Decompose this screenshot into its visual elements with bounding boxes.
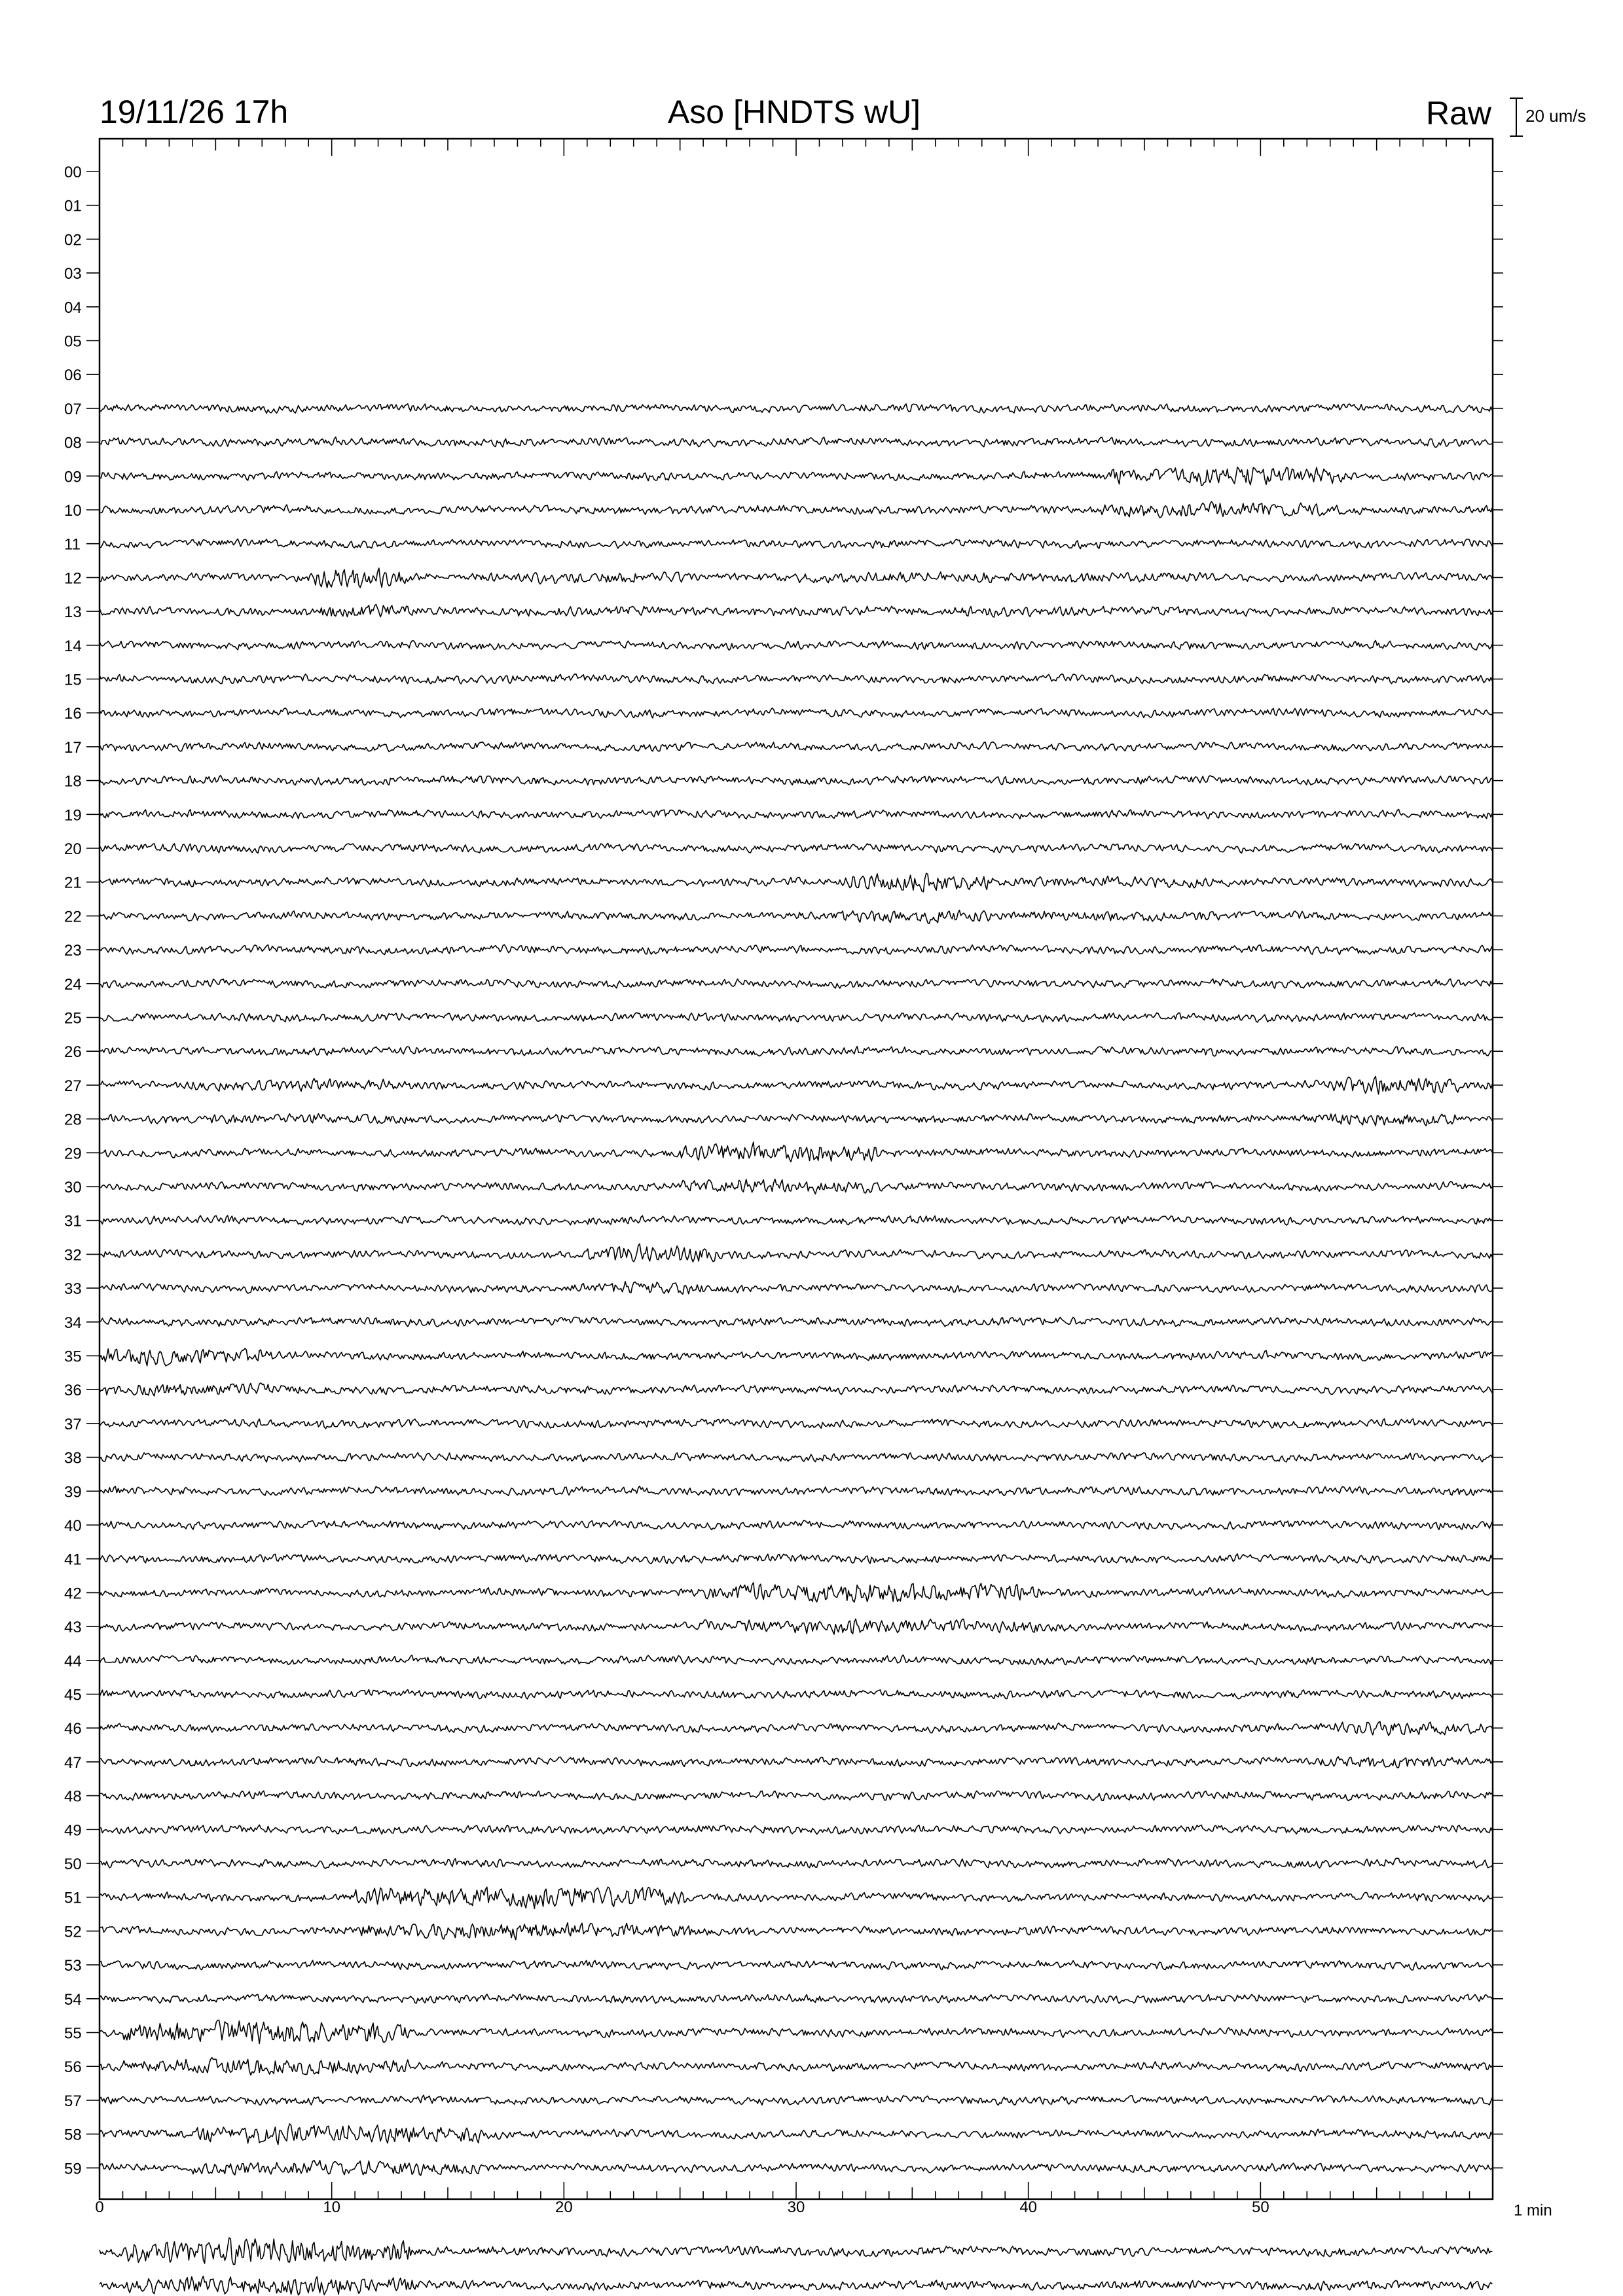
row-label: 24 [64, 975, 82, 994]
continuation-trace [100, 2238, 1492, 2265]
row-label: 55 [64, 2024, 82, 2043]
trace-row-26 [100, 1047, 1492, 1056]
row-label: 21 [64, 874, 82, 892]
trace-row-28 [100, 1114, 1492, 1126]
row-label: 05 [64, 332, 82, 351]
row-label: 10 [64, 502, 82, 520]
trace-row-56 [100, 2058, 1492, 2075]
row-label: 08 [64, 434, 82, 452]
row-label: 01 [64, 197, 82, 215]
row-label: 59 [64, 2160, 82, 2178]
row-label: 52 [64, 1923, 82, 1941]
row-label: 00 [64, 164, 82, 181]
row-label: 38 [64, 1449, 82, 1467]
scale-bar-label: 20 um/s [1525, 106, 1586, 126]
row-label: 45 [64, 1686, 82, 1704]
row-label: 13 [64, 603, 82, 622]
trace-row-10 [100, 501, 1492, 517]
row-label: 43 [64, 1619, 82, 1637]
trace-row-32 [100, 1244, 1492, 1262]
row-label: 44 [64, 1652, 82, 1670]
row-label: 30 [64, 1179, 82, 1196]
row-label: 48 [64, 1787, 82, 1806]
row-label: 23 [64, 942, 82, 960]
row-label: 22 [64, 908, 82, 926]
row-label: 31 [64, 1212, 82, 1230]
row-label: 06 [64, 367, 82, 385]
row-label: 40 [64, 1517, 82, 1535]
trace-row-19 [100, 810, 1492, 819]
header-mode: Raw [1425, 95, 1491, 132]
row-label: 54 [64, 1990, 82, 2009]
row-label: 02 [64, 231, 82, 249]
continuation-traces [100, 2238, 1492, 2295]
x-tick-label: 50 [1251, 2198, 1269, 2216]
row-hour-axis [64, 164, 100, 2178]
trace-row-07 [100, 404, 1492, 413]
trace-row-44 [100, 1655, 1492, 1665]
scale-bar [1510, 98, 1523, 136]
row-label: 33 [64, 1280, 82, 1299]
row-label: 16 [64, 705, 82, 723]
header-datetime: 19/11/26 17h [100, 94, 289, 130]
x-tick-label: 20 [555, 2198, 573, 2216]
bottom-minute-ticks [100, 2182, 1493, 2199]
row-label: 37 [64, 1415, 82, 1433]
trace-group [100, 404, 1492, 2176]
trace-row-46 [100, 1721, 1492, 1735]
trace-row-59 [100, 2161, 1492, 2176]
x-tick-label: 0 [95, 2198, 104, 2216]
row-label: 12 [64, 569, 82, 588]
row-label: 17 [64, 738, 82, 757]
plot-frame [100, 139, 1493, 2199]
row-label: 26 [64, 1043, 82, 1062]
trace-row-31 [100, 1215, 1492, 1225]
trace-row-52 [100, 1923, 1492, 1940]
trace-row-49 [100, 1825, 1492, 1834]
row-label: 56 [64, 2058, 82, 2077]
trace-row-57 [100, 2095, 1492, 2105]
row-label: 51 [64, 1889, 82, 1907]
trace-row-40 [100, 1520, 1492, 1530]
row-label: 32 [64, 1246, 82, 1265]
trace-row-23 [100, 944, 1492, 954]
trace-row-54 [100, 1994, 1492, 2003]
x-tick-label: 40 [1019, 2198, 1038, 2216]
trace-row-47 [100, 1757, 1492, 1768]
row-label: 35 [64, 1348, 82, 1366]
trace-row-11 [100, 539, 1492, 548]
minute-axis-labels [95, 2198, 1269, 2216]
top-minute-ticks [100, 139, 1493, 156]
row-label: 07 [64, 400, 82, 418]
row-label: 25 [64, 1009, 82, 1028]
trace-row-45 [100, 1690, 1492, 1699]
trace-row-53 [100, 1960, 1492, 1970]
trace-row-41 [100, 1554, 1492, 1564]
trace-row-48 [100, 1791, 1492, 1801]
row-label: 19 [64, 806, 82, 825]
trace-row-30 [100, 1179, 1492, 1194]
header-station: Aso [HNDTS wU] [667, 94, 921, 130]
trace-row-39 [100, 1486, 1492, 1496]
trace-row-22 [100, 910, 1492, 924]
row-label: 34 [64, 1314, 82, 1332]
trace-row-58 [100, 2124, 1492, 2145]
trace-row-14 [100, 641, 1492, 651]
row-label: 04 [64, 298, 82, 317]
trace-row-21 [100, 873, 1492, 892]
trace-row-38 [100, 1452, 1492, 1462]
row-label: 57 [64, 2092, 82, 2110]
row-label: 03 [64, 265, 82, 283]
trace-row-35 [100, 1348, 1492, 1366]
row-label: 36 [64, 1382, 82, 1400]
trace-row-17 [100, 742, 1492, 752]
trace-row-20 [100, 843, 1492, 853]
trace-row-09 [100, 467, 1492, 486]
row-label: 39 [64, 1483, 82, 1501]
trace-row-50 [100, 1858, 1492, 1868]
row-label: 20 [64, 840, 82, 858]
trace-row-24 [100, 979, 1492, 989]
trace-row-27 [100, 1077, 1492, 1094]
row-label: 18 [64, 772, 82, 791]
x-axis-title: 1 min [1514, 2202, 1552, 2219]
row-label: 47 [64, 1753, 82, 1772]
trace-row-15 [100, 674, 1492, 684]
trace-row-51 [100, 1887, 1492, 1909]
trace-row-29 [100, 1142, 1492, 1162]
right-row-ticks [1493, 171, 1503, 2168]
row-label: 14 [64, 637, 82, 655]
trace-row-42 [100, 1583, 1492, 1602]
x-tick-label: 10 [323, 2198, 341, 2216]
trace-row-34 [100, 1317, 1492, 1327]
row-label: 50 [64, 1856, 82, 1873]
row-label: 09 [64, 468, 82, 486]
continuation-trace [100, 2276, 1492, 2295]
row-label: 11 [64, 535, 81, 554]
row-label: 15 [64, 671, 82, 689]
trace-row-13 [100, 604, 1492, 617]
row-label: 58 [64, 2126, 82, 2144]
row-label: 53 [64, 1957, 82, 1975]
row-label: 28 [64, 1111, 82, 1129]
trace-row-25 [100, 1013, 1492, 1022]
trace-row-43 [100, 1619, 1492, 1635]
row-label: 46 [64, 1720, 82, 1738]
trace-row-55 [100, 2020, 1492, 2044]
trace-row-37 [100, 1419, 1492, 1429]
row-label: 41 [64, 1551, 82, 1569]
row-label: 49 [64, 1821, 82, 1840]
row-label: 27 [64, 1077, 82, 1095]
trace-row-36 [100, 1383, 1492, 1396]
trace-row-08 [100, 437, 1492, 448]
row-label: 42 [64, 1585, 82, 1603]
x-tick-label: 30 [787, 2198, 805, 2216]
row-label: 29 [64, 1145, 82, 1163]
trace-row-18 [100, 776, 1492, 785]
trace-row-16 [100, 708, 1492, 718]
trace-row-33 [100, 1282, 1492, 1294]
trace-row-12 [100, 568, 1492, 588]
